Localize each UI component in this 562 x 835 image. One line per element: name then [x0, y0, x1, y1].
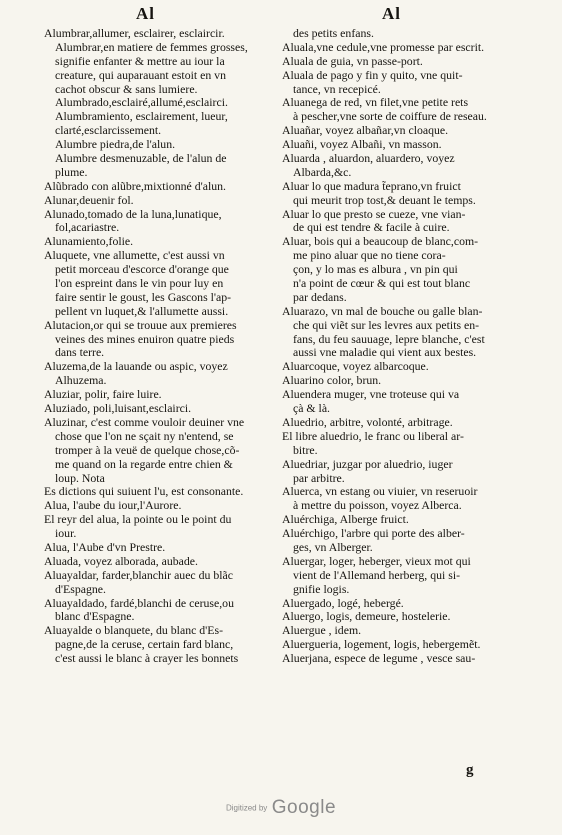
digitized-footer [0, 797, 562, 819]
entry-line: çà & là. [293, 402, 331, 416]
entry-line: Aluarda , aluardon, aluardero, voyez [282, 152, 455, 166]
entry-line: c'est aussi le blanc à crayer les bonnets [55, 652, 239, 666]
entry-line: tance, vn recepicé. [293, 82, 381, 96]
entry-line: d'Espagne. [55, 582, 106, 596]
signature-mark: g [466, 762, 474, 778]
entry-line: me pino aluar que no tiene cora- [293, 249, 446, 263]
entry-line: n'a point de cœur & qui est tout blanc [293, 277, 471, 291]
entry-line: Aluedrio, arbitre, volonté, arbitrage. [282, 415, 453, 429]
entry-line: veines des mines enuiron quatre pieds [55, 332, 235, 346]
entry-line: Aluar lo que presto se cueze, vne vian- [282, 207, 466, 221]
entry-line: des petits enfans. [293, 27, 374, 40]
entry-line: Aluala de guia, vn passe-port. [282, 54, 423, 68]
entry-line: Aluarino color, brun. [282, 374, 382, 388]
entry-line: Aluérchiga, Alberge fruict. [282, 513, 409, 527]
entry-line: Alunar,deuenir fol. [44, 193, 134, 207]
entry-line: Alua, l'aube du iour,l'Aurore. [44, 499, 182, 513]
entry-line: Es dictions qui suiuent l'u, est consonante. [44, 485, 244, 499]
entry-line: Alua, l'Aube d'vn Prestre. [44, 540, 166, 554]
entry-line: Alumbrado,esclairé,allumé,esclairci. [55, 96, 228, 110]
entry-line: vient de l'Allemand herberg, qui si- [293, 568, 461, 582]
entry-line: fol,acariastre. [55, 221, 120, 235]
entry-line: Aluergue , idem. [282, 624, 362, 638]
entry-line: Aluérchigo, l'arbre qui porte des alber- [282, 527, 465, 541]
entry-line: Aluar lo que madura t̃eprano,vn fruict [282, 179, 461, 193]
entry-line: Aluergo, logis, demeure, hostelerie. [282, 610, 451, 624]
google-logo-text: Google [271, 797, 337, 818]
digitized-by-text: Digitized by [225, 803, 268, 813]
entry-line: pellent vn luquet,& l'allumette aussi. [55, 304, 229, 318]
entry-line: Alumbrar,en matiere de femmes grosses, [55, 40, 248, 54]
entry-line: par dedans. [293, 290, 347, 304]
entry-line: iour. [55, 527, 77, 541]
entry-line: cachot obscur & sans lumiere. [55, 82, 198, 96]
entry-line: El libre aluedrio, le franc ou liberal ar- [282, 429, 464, 443]
entry-line: dans terre. [55, 346, 105, 360]
entry-line: creature, qui auparauant estoit en vn [55, 68, 226, 82]
entry-line: Albarda,&c. [293, 165, 352, 179]
entry-line: Aluayaldar, farder,blanchir auec du blãc [44, 568, 234, 582]
entry-line: Aluañar, voyez albañar,vn cloaque. [282, 124, 449, 138]
entry-line: de qui est tendre & facile à cuire. [293, 221, 450, 235]
entry-line: signifie enfanter & mettre au iour la [55, 54, 225, 68]
entry-line: me quand on la regarde entre chien & [55, 457, 233, 471]
entry-line: Aluayalde o blanquete, du blanc d'Es- [44, 624, 224, 638]
entry-line: Aluergado, logé, hebergé. [282, 596, 404, 610]
entry-line: Aluergar, loger, heberger, vieux mot qui [282, 554, 471, 568]
entry-line: ges, vn Alberger. [293, 540, 373, 554]
entry-line: Aluquete, vne allumette, c'est aussi vn [44, 249, 225, 263]
entry-line: l'on espreint dans le vin pour luy en [55, 277, 224, 291]
entry-line: Aluendera muger, vne troteuse qui va [282, 388, 460, 402]
entry-line: che qui viẽt sur les levres aux petits en- [293, 318, 480, 332]
entry-line: bitre. [293, 443, 318, 457]
entry-line: Aluada, voyez alborada, aubade. [44, 554, 198, 568]
entry-line: Aluarazo, vn mal de bouche ou galle blan- [282, 304, 483, 318]
entry-line: par arbitre. [293, 471, 345, 485]
entry-line: pagne,de la ceruse, certain fard blanc, [55, 638, 234, 652]
entry-line: Aluerjana, espece de legume , vesce sau- [282, 652, 476, 666]
entry-line: Alhuzema. [55, 374, 107, 388]
entry-line: gnifie logis. [293, 582, 350, 596]
entry-line: Alumbre piedra,de l'alun. [55, 138, 176, 152]
entry-line: Aluanega de red, vn filet,vne petite rets [282, 96, 469, 110]
entry-line: Aluergueria, logement, logis, hebergemẽt. [282, 638, 481, 652]
entry-line: Aluala de pago y fin y quito, vne quit- [282, 68, 463, 82]
left-column [44, 27, 280, 666]
entry-line: Alutacion,or qui se trouue aux premieres [44, 318, 237, 332]
entry-line: Aluzema,de la lauande ou aspic, voyez [44, 360, 228, 374]
entry-line: Aluziado, poli,luisant,esclairci. [44, 402, 192, 416]
entry-line: Aluarcoque, voyez albarcoque. [282, 360, 429, 374]
entry-line: Aluedriar, juzgar por aluedrio, iuger [282, 457, 453, 471]
entry-line: aussi vne maladie qui vient aux bestes. [293, 346, 477, 360]
entry-line: Aluayaldado, fardé,blanchi de ceruse,ou [44, 596, 234, 610]
entry-line: faire sentir le goust, les Gascons l'ap- [55, 290, 232, 304]
entry-line: Alunado,tomado de la luna,lunatique, [44, 207, 222, 221]
entry-line: Alumbre desmenuzable, de l'alun de [55, 152, 227, 166]
entry-line: petit morceau d'escorce d'orange que [55, 263, 229, 277]
entry-line: Aluar, bois qui a beaucoup de blanc,com- [282, 235, 479, 249]
entry-line: El reyr del alua, la pointe ou le point du [44, 513, 232, 527]
right-column [282, 27, 512, 666]
entry-line: clarté,esclarcissement. [55, 124, 162, 138]
entry-line: Aluzinar, c'est comme vouloir deuiner vne [44, 415, 245, 429]
entry-line: Aluala,vne cedule,vne promesse par escrit. [282, 40, 485, 54]
running-head-right: Al [382, 4, 401, 23]
entry-line: Aluerca, vn estang ou viuier, vn reseruoir [282, 485, 478, 499]
entry-line: Aluziar, polir, faire luire. [44, 388, 162, 402]
running-head-left: Al [136, 4, 155, 23]
entry-line: tromper à la veuë de quelque chose,cõ- [55, 443, 240, 457]
entry-line: fans, du feu sauuage, lepre blanche, c'est [293, 332, 485, 346]
entry-line: blanc d'Espagne. [55, 610, 135, 624]
entry-line: plume. [55, 165, 88, 179]
entry-line: à pescher,vne sorte de coiffure de reseau. [293, 110, 487, 124]
entry-line: loup. Nota [55, 471, 105, 485]
entry-line: Alunamiento,folie. [44, 235, 134, 249]
entry-line: à mettre du poisson, voyez Alberca. [293, 499, 462, 513]
entry-line: qui meurit trop tost,& deuant le temps. [293, 193, 476, 207]
entry-line: Aluañi, voyez Albañi, vn masson. [282, 138, 442, 152]
entry-line: Alumbramiento, esclairement, lueur, [55, 110, 228, 124]
entry-line: çon, y lo mas es albura , vn pin qui [293, 263, 458, 277]
entry-line: chose que l'on ne sçait ny n'entend, se [55, 429, 234, 443]
entry-line: Alumbrar,allumer, esclairer, esclaircir. [44, 27, 225, 40]
entry-line: Alũbrado con alũbre,mixtionné d'alun. [44, 179, 226, 193]
